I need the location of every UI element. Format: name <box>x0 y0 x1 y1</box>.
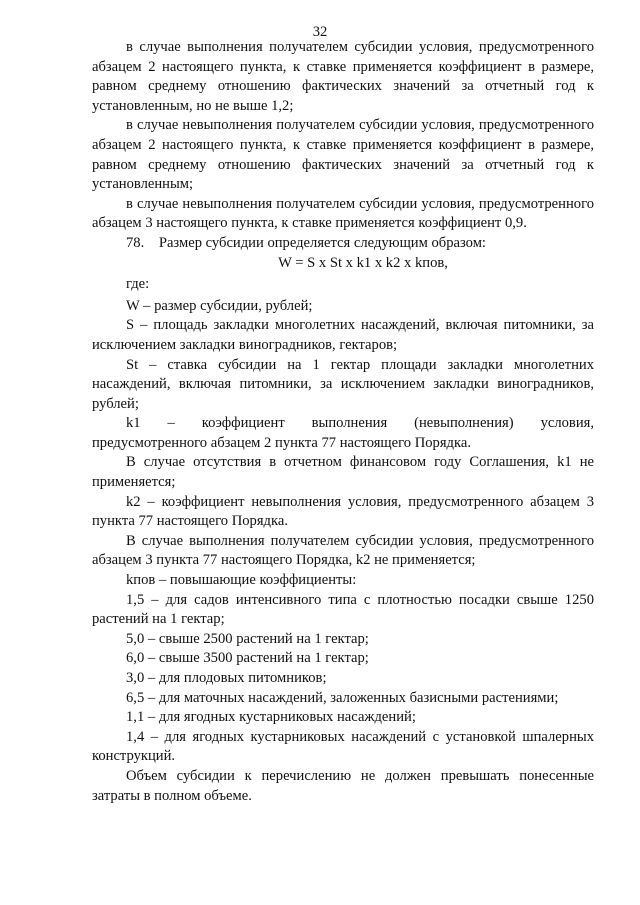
paragraph: 6,0 – свыше 3500 растений на 1 гектар; <box>126 650 369 667</box>
document-body <box>92 38 594 806</box>
paragraph: 1,5 – для садов интенсивного типа с плотностью посадки свыше 1250 растений на 1 гектар; <box>92 591 594 628</box>
paragraph: В случае выполнения получателем субсидии условия, предусмотренного абзацем 3 пункта 77 настоящего Порядка, k2 не применяется; <box>92 532 594 569</box>
formula: W = S х St х k1 х k2 х kпов, <box>278 254 448 271</box>
paragraph: k2 – коэффициент невыполнения условия, предусмотренного абзацем 3 пункта 77 настоящего Порядка. <box>92 493 594 530</box>
paragraph: в случае невыполнения получателем субсидии условия, предусмотренного абзацем 3 настоящего пункта, к ставке применяется коэффициент 0,9. <box>92 195 594 232</box>
paragraph: 3,0 – для плодовых питомников; <box>126 670 327 686</box>
paragraph: S – площадь закладки многолетних насаждений, включая питомники, за исключением закладки виноградников, гектаров; <box>92 317 594 353</box>
paragraph: kпов – повышающие коэффициенты: <box>126 572 357 589</box>
page-number: 32 <box>312 24 328 40</box>
paragraph: 1,4 – для ягодных кустарниковых насаждений с установкой шпалерных конструкций. <box>92 728 594 765</box>
paragraph: 78. Размер субсидии определяется следующим образом: <box>126 234 486 251</box>
paragraph: 1,1 – для ягодных кустарниковых насаждений; <box>126 709 416 726</box>
paragraph: 6,5 – для маточных насаждений, заложенных базисными растениями; <box>126 689 559 706</box>
paragraph: где: <box>126 276 150 293</box>
paragraph: W – размер субсидии, рублей; <box>126 297 313 314</box>
paragraph: в случае невыполнения получателем субсидии условия, предусмотренного абзацем 2 настоящего пункта, к ставке применяется коэффициент в размере, равном среднему отношению фактических значений за отчетный год к установленным; <box>92 117 594 193</box>
paragraph: Объем субсидии к перечислению не должен превышать понесенные затраты в полном объеме. <box>92 767 594 804</box>
paragraph: в случае выполнения получателем субсидии условия, предусмотренного абзацем 2 настоящего пункта, к ставке применяется коэффициент в размере, равном среднему отношению фактических значений за отчетный год к установленным, но не выше 1,2; <box>92 39 594 114</box>
paragraph: 5,0 – свыше 2500 растений на 1 гектар; <box>126 630 369 647</box>
paragraph: St – ставка субсидии на 1 гектар площади закладки многолетних насаждений, включая питомники, за исключением закладки виноградников, рублей; <box>92 356 594 412</box>
paragraph: k1 – коэффициент выполнения (невыполнения) условия, предусмотренного абзацем 2 пункта 77 настоящего Порядка. <box>92 415 594 451</box>
paragraph: В случае отсутствия в отчетном финансовом году Соглашения, k1 не применяется; <box>92 454 594 491</box>
